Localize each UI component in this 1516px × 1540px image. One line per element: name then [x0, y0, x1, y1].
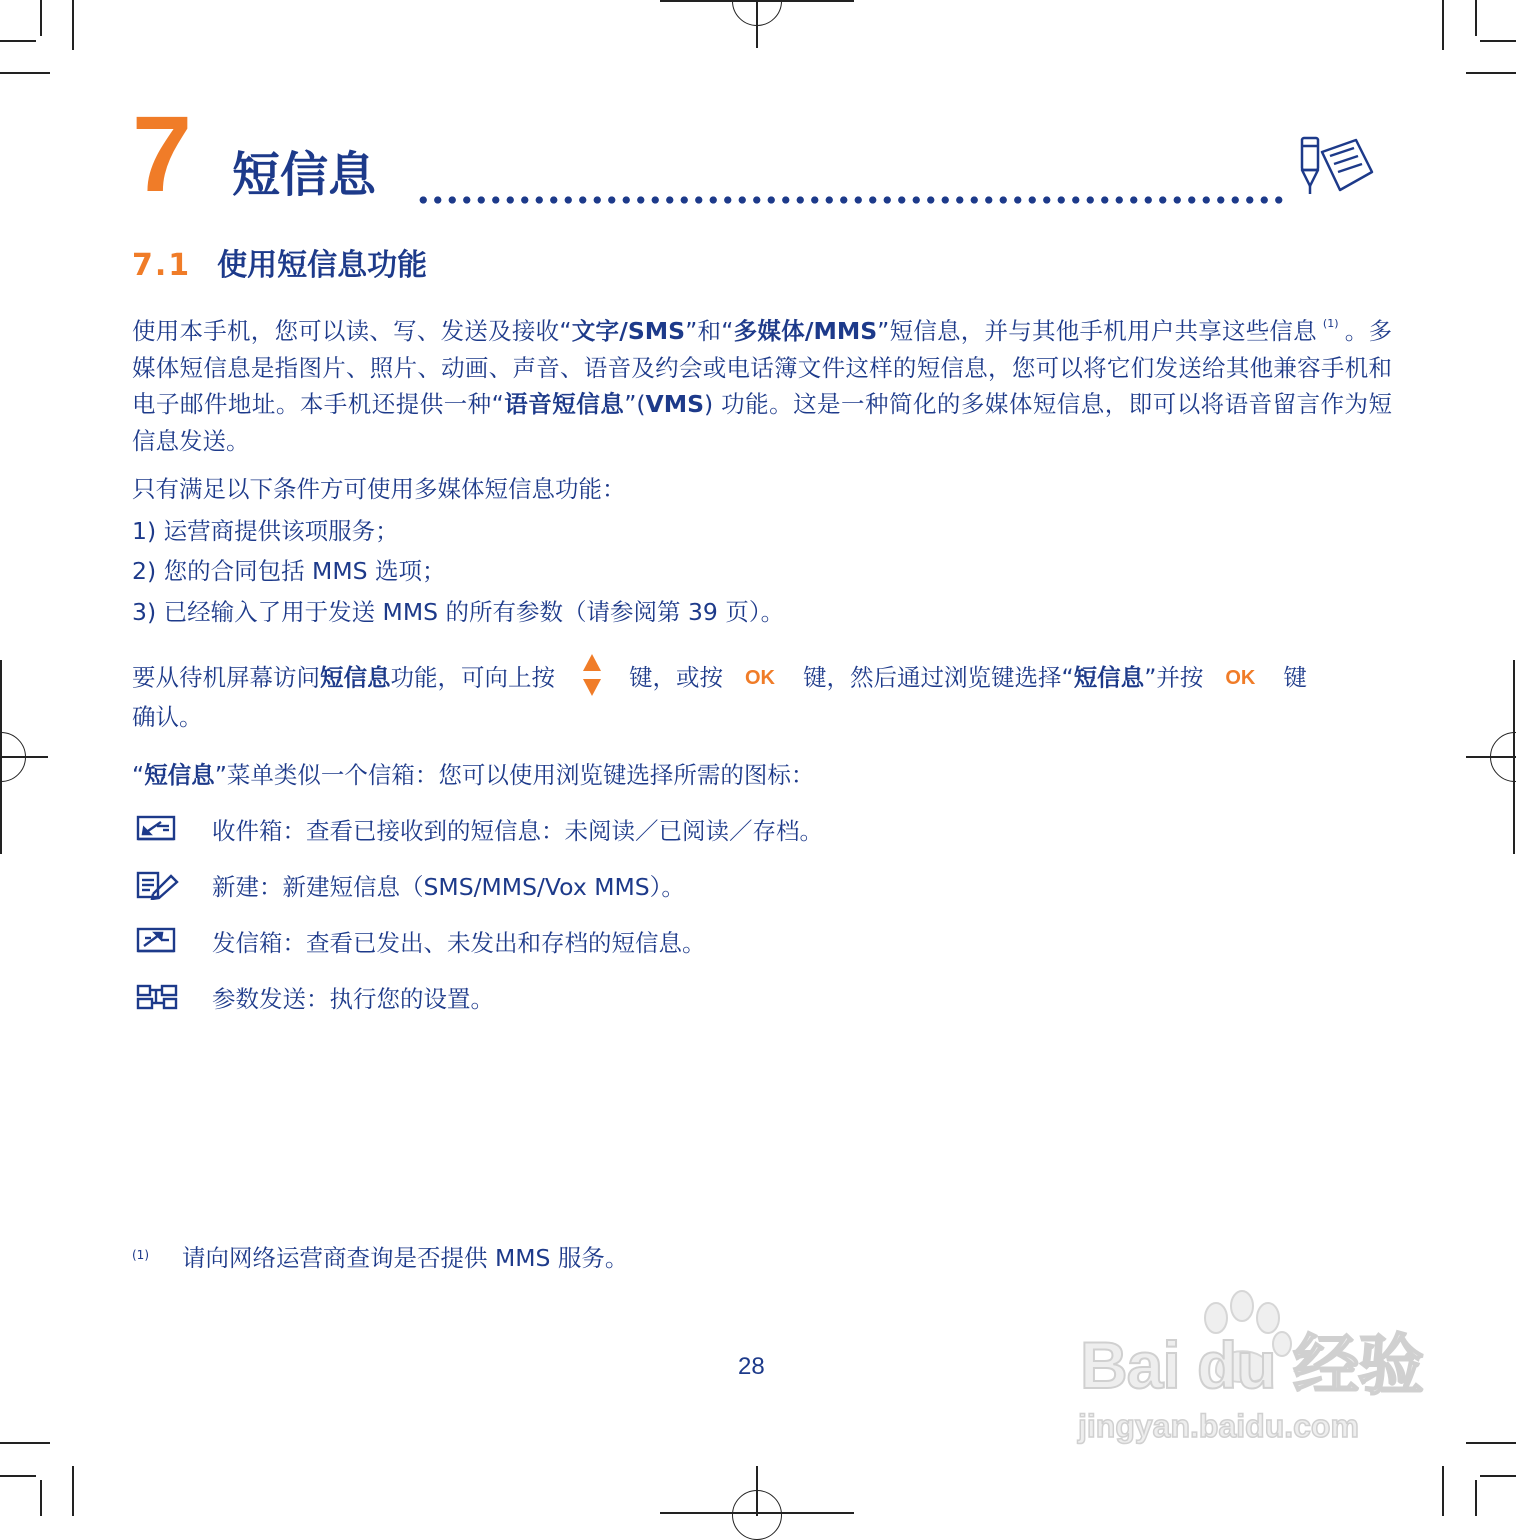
footnote-text: 请向网络运营商查询是否提供 MMS 服务。: [182, 1244, 629, 1272]
chapter-title: 短信息: [232, 147, 377, 203]
access-instructions: 要从待机屏幕访问短信息功能，可向上按 键，或按 OK 键，然后通过浏览键选择“短信息”并按 OK 键: [132, 658, 1307, 700]
menu-intro: “短信息”菜单类似一个信箱：您可以使用浏览键选择所需的图标：: [132, 761, 815, 789]
condition-item: 1) 运营商提供该项服务；: [132, 517, 399, 545]
menu-item-inbox: 收件箱：查看已接收到的短信息：未阅读／已阅读／存档。: [212, 817, 823, 845]
settings-send-icon: [135, 982, 179, 1012]
inbox-icon: [135, 814, 179, 844]
footnote-marker: (1): [132, 1248, 149, 1262]
section-title: 使用短信息功能: [217, 248, 428, 283]
section-heading: [132, 244, 427, 288]
condition-item: 2) 您的合同包括 MMS 选项；: [132, 557, 446, 585]
voice-message-label: 语音短信息: [503, 390, 625, 418]
title-leader-dots: [416, 196, 1286, 204]
baidu-watermark-logo: Bai du 经验: [1080, 1328, 1424, 1402]
access-instructions-line2: 确认。: [132, 703, 203, 731]
chapter-number: 7: [132, 93, 193, 214]
new-message-icon: [135, 870, 179, 900]
footnote-reference: (1): [1322, 317, 1339, 330]
text-sms-label: 文字/SMS: [571, 317, 686, 345]
intro-paragraph: 使用本手机，您可以读、写、发送及接收“文字/SMS”和“多媒体/MMS”短信息，并与其他手机用户共享这些信息 $^{(1)}$ 。多媒体短信息是指图片、照片、动画、声音、语音及约会或电话簿文件这样的短信息，您可以将它们发送给其他兼容手机和电子邮件地址。本手机还提供一种“语音短信息”(VMS) 功能。这是一种简化的多媒体短信息，即可以将语音留言作为短信息发送。: [132, 317, 1392, 455]
pen-and-paper-icon: [1296, 132, 1376, 200]
menu-item-outbox: 发信箱：查看已发出、未发出和存档的短信息。: [212, 929, 706, 957]
menu-item-settings-send: 参数发送：执行您的设置。: [212, 985, 494, 1013]
vms-label: VMS: [645, 390, 705, 418]
condition-item: 3) 已经输入了用于发送 MMS 的所有参数（请参阅第 39 页）。: [132, 598, 785, 626]
baidu-watermark-url: jingyan.baidu.com: [1078, 1408, 1359, 1444]
menu-item-new: 新建：新建短信息（SMS/MMS/Vox MMS）。: [212, 873, 685, 901]
page-number: 28: [738, 1353, 765, 1380]
section-number: 7.1: [132, 248, 192, 283]
mms-label: 多媒体/MMS: [733, 317, 878, 345]
conditions-intro: 只有满足以下条件方可使用多媒体短信息功能：: [132, 475, 626, 503]
outbox-icon: [135, 926, 179, 956]
ok-key-icon: OK: [745, 666, 775, 689]
ok-key-icon: OK: [1225, 666, 1256, 689]
navigation-key-icon: [581, 654, 603, 696]
